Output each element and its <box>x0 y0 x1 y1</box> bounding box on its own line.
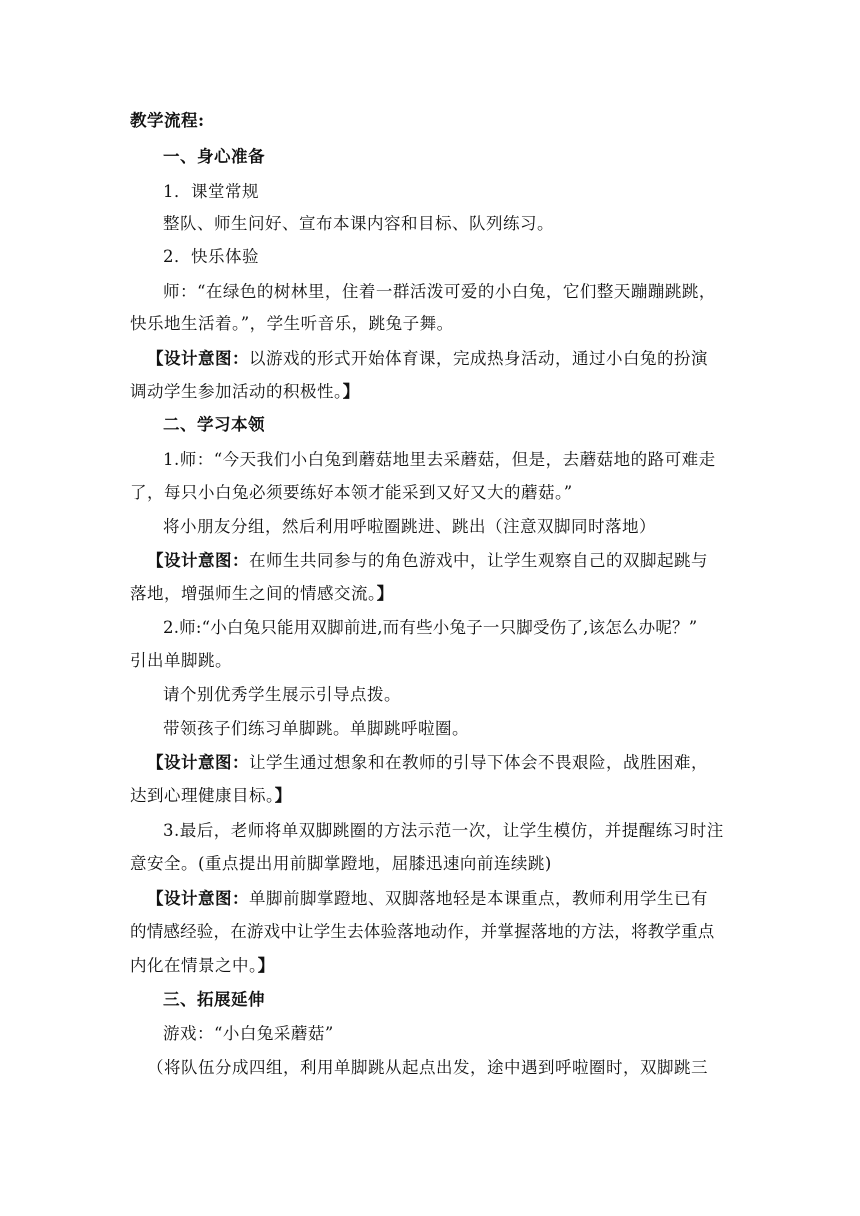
s2-intent3-line3 <box>130 956 275 976</box>
intent-text: 在师生共同参与的角色游戏中，让学生观察自己的双脚起跳与 <box>249 551 708 570</box>
s2-intent2-line1 <box>147 753 708 773</box>
s2-p3-line1: 3.最后，老师将单双脚跳圈的方法示范一次，让学生模仿，并提醒练习时注 <box>163 821 724 840</box>
s2-intent2-line2 <box>130 786 292 806</box>
s2-p2-line1: 2.师:“小白兔只能用双脚前进,而有些小兔子一只脚受伤了,该怎么办呢？” <box>163 618 698 637</box>
section-2-title: 二、学习本领 <box>163 415 265 434</box>
intent-text: 达到心理健康目标。 <box>130 786 275 805</box>
doc-heading: 教学流程: <box>130 111 205 130</box>
s1-item2-line1: 师：“在绿色的树林里，住着一群活泼可爱的小白兔，它们整天蹦蹦跳跳， <box>163 282 716 301</box>
s1-item1-text: 整队、师生问好、宣布本课内容和目标、队列练习。 <box>163 214 554 233</box>
intent-label: 【设计意图： <box>147 889 249 908</box>
intent-close: 】 <box>342 382 360 401</box>
intent-text: 让学生通过想象和在教师的引导下体会不畏艰险，战胜困难， <box>249 753 708 772</box>
intent-text: 以游戏的形式开始体育课，完成热身活动，通过小白兔的扮演 <box>249 349 708 368</box>
intent-close: 】 <box>257 956 275 975</box>
s2-intent3-line1 <box>147 889 708 909</box>
s2-intent1-line1 <box>147 551 708 571</box>
s1-intent-line1 <box>147 349 708 369</box>
intent-text: 落地，增强师生之间的情感交流。 <box>130 584 377 603</box>
s1-item2-line2: 快乐地生活着。”，学生听音乐，跳兔子舞。 <box>130 314 454 333</box>
s3-game-title: 游戏：“小白兔采蘑菇” <box>163 1024 334 1043</box>
s2-p1-line1: 1.师：“今天我们小白兔到蘑菇地里去采蘑菇，但是，去蘑菇地的路可难走 <box>163 450 716 469</box>
s2-p2-line2: 引出单脚跳。 <box>130 651 232 670</box>
intent-text: 单脚前脚掌蹬地、双脚落地轻是本课重点，教师利用学生已有 <box>249 889 708 908</box>
intent-text: 调动学生参加活动的积极性。 <box>130 382 343 401</box>
s2-p1-line2: 了，每只小白兔必须要练好本领才能采到又好又大的蘑菇。” <box>130 483 573 502</box>
s1-item1-title: 1．课堂常规 <box>163 182 259 201</box>
s2-p3-line2: 意安全。(重点提出用前脚掌蹬地，屈膝迅速向前连续跳) <box>130 854 552 873</box>
s2-intent1-line2 <box>130 584 394 604</box>
intent-close: 】 <box>274 786 292 805</box>
intent-label: 【设计意图： <box>147 753 249 772</box>
intent-text: 内化在情景之中。 <box>130 956 258 975</box>
s1-item2-title: 2．快乐体验 <box>163 247 259 266</box>
s2-p2-line3: 请个别优秀学生展示引导点拨。 <box>163 685 401 704</box>
s3-desc-line1: （将队伍分成四组，利用单脚跳从起点出发，途中遇到呼啦圈时，双脚跳三 <box>147 1058 708 1077</box>
s2-p1-line3: 将小朋友分组，然后利用呼啦圈跳进、跳出（注意双脚同时落地） <box>163 517 656 536</box>
intent-close: 】 <box>376 584 394 603</box>
intent-label: 【设计意图： <box>147 349 249 368</box>
s1-intent-line2 <box>130 382 360 402</box>
section-3-title: 三、拓展延伸 <box>163 990 265 1009</box>
intent-label: 【设计意图： <box>147 551 249 570</box>
section-1-title: 一、身心准备 <box>163 147 265 166</box>
s2-p2-line4: 带领孩子们练习单脚跳。单脚跳呼啦圈。 <box>163 719 469 738</box>
s2-intent3-line2: 的情感经验，在游戏中让学生去体验落地动作，并掌握落地的方法，将教学重点 <box>130 922 715 941</box>
